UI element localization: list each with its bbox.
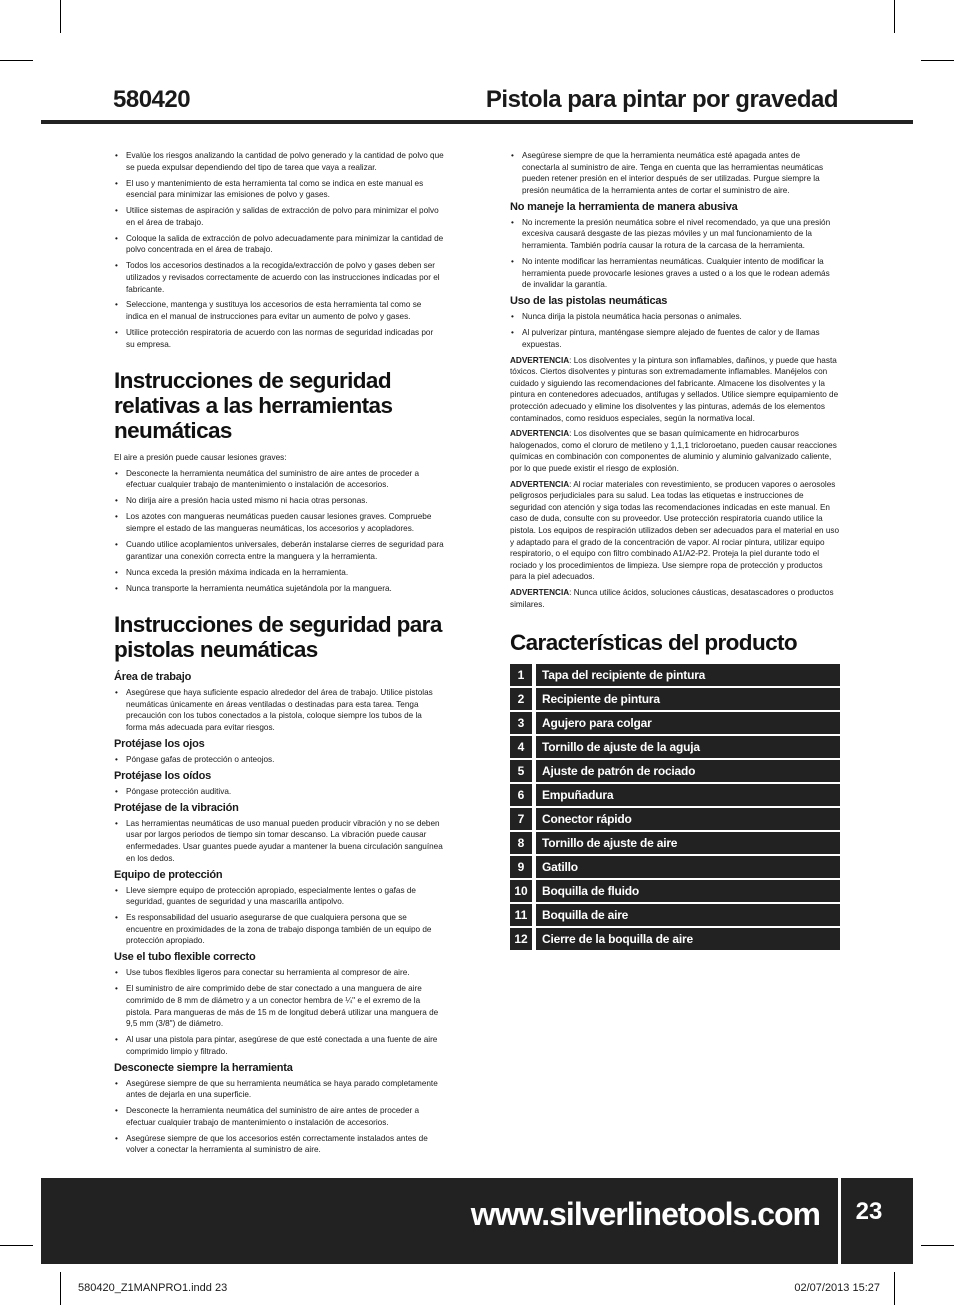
list-item: • Las herramientas neumáticas de uso manual pueden producir vibración y no se deben usar por largos periodos de tiempo sin tomar descanso. La vibración puede causar enfermedades. Usar guantes puede ayudar a mantener la buena circulación sanguínea en los dedos. [114, 818, 444, 864]
feature-row [510, 664, 840, 686]
work-area-heading: Área de trabajo [114, 671, 192, 684]
crop-mark [894, 0, 895, 33]
feature-row [510, 712, 840, 734]
pneumatic-safety-title: Instrucciones de seguridad relativas a las herramientas neumáticas [114, 368, 393, 444]
feature-row [510, 688, 840, 710]
ears-heading: Protéjase los oídos [114, 769, 212, 782]
page-number: 23 [855, 1198, 883, 1225]
crop-mark [894, 1272, 895, 1305]
model-number: 580420 [113, 86, 191, 113]
list-item: • Nunca dirija la pistola neumática hacia personas o animales. [510, 311, 840, 323]
left-column [114, 150, 444, 1160]
warning-paragraph [510, 479, 840, 583]
crop-mark [60, 1272, 61, 1305]
abuse-heading: No maneje la herramienta de manera abusiva [510, 200, 738, 213]
hose-heading: Use el tubo flexible correcto [114, 951, 256, 964]
list-item: • No incremente la presión neumática sobre el nivel recomendado, ya que una presión excesiva causará desgaste de las piezas móviles y un mal funcionamiento de la herramienta. También podría causar la rotura de la carcasa de la herramienta. [510, 217, 840, 252]
feature-label: Empuñadura [536, 784, 840, 806]
list-item: • Los azotes con mangueras neumáticas pueden causar lesiones graves. Compruebe siempre el estado de las mangueras neumáticas, los accesorios y acopladores. [114, 511, 444, 534]
ears-list [114, 786, 444, 798]
list-item: • Nunca exceda la presión máxima indicada en la herramienta. [114, 567, 444, 579]
feature-label: Gatillo [536, 856, 840, 878]
eyes-list [114, 754, 444, 766]
list-item: • Al pulverizar pintura, manténgase siempre alejado de fuentes de calor y de llamas expuestas. [510, 327, 840, 350]
equipment-heading: Equipo de protección [114, 868, 223, 881]
crop-mark [921, 1245, 954, 1246]
feature-label: Ajuste de patrón de rociado [536, 760, 840, 782]
feature-row [510, 856, 840, 878]
website-url[interactable]: www.silverlinetools.com [470, 1196, 820, 1232]
list-item: • Utilice protección respiratoria de acuerdo con las normas de seguridad indicadas por su empresa. [114, 327, 444, 350]
crop-mark [0, 60, 33, 61]
feature-number: 7 [510, 808, 532, 830]
list-item: • Póngase gafas de protección o anteojos. [114, 754, 444, 766]
warning-text: : Nunca utilice ácidos, soluciones cáusticas, desatascadores o productos similares. [510, 587, 834, 609]
list-item: • Asegúrese siempre de que su herramienta neumática se haya parado completamente antes de dejarla en una superficie. [114, 1078, 444, 1101]
feature-number: 8 [510, 832, 532, 854]
warning-label: ADVERTENCIA [510, 355, 570, 365]
feature-number: 4 [510, 736, 532, 758]
list-item: • Póngase protección auditiva. [114, 786, 444, 798]
warning-paragraph [510, 355, 840, 425]
feature-number: 10 [510, 880, 532, 902]
list-item: • Desconecte la herramienta neumática del suministro de aire antes de proceder a efectuar cualquier trabajo de mantenimiento o instalación de accesorios. [114, 1105, 444, 1128]
list-item: • No dirija aire a presión hacia usted mismo ni hacia otras personas. [114, 495, 444, 507]
slug-date: 02/07/2013 15:27 [794, 1282, 880, 1294]
list-item: • Cuando utilice acoplamientos universales, deberán instalarse cierres de seguridad para garantizar una conexión correcta entre la manguera y la herramienta. [114, 539, 444, 562]
air-supply-list [510, 150, 840, 196]
list-item: • Asegúrese siempre de que la herramienta neumática esté apagada antes de conectarla al suministro de aire. Tenga en cuenta que las herramientas neumáticas pueden retener presión en el interior después de ser utilizadas. Purgue siempre la presión neumática de la herramienta antes de cortar el suministro de aire. [510, 150, 840, 196]
footer-bar [41, 1178, 838, 1264]
feature-row [510, 808, 840, 830]
list-item: • Desconecte la herramienta neumática del suministro de aire antes de proceder a efectuar cualquier trabajo de mantenimiento o instalación de accesorios. [114, 468, 444, 491]
list-item: • Lleve siempre equipo de protección apropiado, especialmente lentes o gafas de seguridad, guantes de seguridad y una mascarilla antipolvo. [114, 885, 444, 908]
list-item: • Asegúrese que haya suficiente espacio alrededor del área de trabajo. Utilice pistolas neumáticas únicamente en áreas ventiladas o destinadas para esta tarea. Tenga precaución con los tubos conectados a la pistola, coloque siempre los tubos de la forma más adecuada para evitar riesgos. [114, 687, 444, 733]
feature-label: Tornillo de ajuste de aire [536, 832, 840, 854]
header-rule [41, 120, 913, 124]
feature-number: 9 [510, 856, 532, 878]
disconnect-heading: Desconecte siempre la herramienta [114, 1061, 293, 1074]
feature-label: Agujero para colgar [536, 712, 840, 734]
use-list [510, 311, 840, 350]
list-item: • Asegúrese siempre de que los accesorios estén correctamente instalados antes de volver a conectar la herramienta al suministro de aire. [114, 1133, 444, 1156]
feature-label: Tapa del recipiente de pintura [536, 664, 840, 686]
feature-row [510, 832, 840, 854]
list-item: • El uso y mantenimiento de esta herramienta tal como se indica en este manual es esencial para minimizar las emisiones de polvo y gases. [114, 178, 444, 201]
list-item: • Evalúe los riesgos analizando la cantidad de polvo generado y la cantidad de polvo que se pueda expulsar dependiendo del tipo de tarea que vaya a realizar. [114, 150, 444, 173]
feature-number: 11 [510, 904, 532, 926]
work-area-list [114, 687, 444, 733]
feature-row [510, 760, 840, 782]
feature-number: 5 [510, 760, 532, 782]
list-item: • Coloque la salida de extracción de polvo adecuadamente para minimizar la cantidad de polvo concentrada en el área de trabajo. [114, 233, 444, 256]
gun-safety-title: Instrucciones de seguridad para pistolas neumáticas [114, 612, 442, 663]
crop-mark [921, 60, 954, 61]
feature-row [510, 736, 840, 758]
list-item: • No intente modificar las herramientas neumáticas. Cualquier intento de modificar la herramienta puede provocarle lesiones graves a usted o a los que le rodean además de invalidar la garantía. [510, 256, 840, 291]
list-item: • Al usar una pistola para pintar, asegúrese de que esté conectada a una fuente de aire comprimido limpio y filtrado. [114, 1034, 444, 1057]
feature-number: 1 [510, 664, 532, 686]
feature-label: Cierre de la boquilla de aire [536, 928, 840, 950]
list-item: • Todos los accesorios destinados a la recogida/extracción de polvo y gases deben ser utilizados y revisados correctamente de acuerdo con las instrucciones indicadas por el fabricante. [114, 260, 444, 295]
warning-text: : Los disolventes y la pintura son inflamables, dañinos, y puede que hasta tóxicos. Ciertos disolventes y pinturas son extremadamente inflamables. Manéjelos con cuidado y siguiendo las recomendaciones del fabricante. Almacene los disolventes y la pintura en contenedores adecuados, antifugas y sellados. Utilice siempre equipamiento de protección adecuado y elimine los disolventes y las pinturas, además de los elementos contaminados, como residuos especiales, según la normativa local. [510, 355, 839, 423]
right-column [510, 150, 840, 952]
feature-label: Boquilla de fluido [536, 880, 840, 902]
list-item: • El suministro de aire comprimido debe de star conectado a una manguera de aire comrimido de 8 mm de diámetro y a un conector hembra de ¼" e el exremo de la pistola. Para mangueras de más de 15 m de longitud deberá utilizar una manguera de 9,5 mm (3/8") de diámetro. [114, 983, 444, 1029]
warning-label: ADVERTENCIA [510, 479, 570, 489]
warnings-block [510, 355, 840, 610]
feature-row [510, 904, 840, 926]
feature-row [510, 784, 840, 806]
feature-label: Recipiente de pintura [536, 688, 840, 710]
list-item: • Seleccione, mantenga y sustituya los accesorios de esta herramienta tal como se indica en el manual de instrucciones para evitar un aumento de polvo y gases. [114, 299, 444, 322]
page-header [41, 86, 913, 122]
warning-label: ADVERTENCIA [510, 429, 570, 439]
hose-list [114, 967, 444, 1057]
feature-label: Boquilla de aire [536, 904, 840, 926]
crop-mark [0, 1245, 33, 1246]
warning-label: ADVERTENCIA [510, 587, 570, 597]
warning-paragraph [510, 587, 840, 610]
crop-mark [60, 0, 61, 33]
feature-number: 3 [510, 712, 532, 734]
dust-safety-list [114, 150, 444, 350]
product-title: Pistola para pintar por gravedad [485, 86, 838, 113]
disconnect-list [114, 1078, 444, 1156]
warning-text: : Los disolventes que se basan químicamente en hidrocarburos halogenados, como el cloruro de metileno y 1,1,1 tricloroetano, pueden causar reacciones químicas en combinación con componentes de aluminio y aluminio galvanizado caliente, por lo que puede existir el riesgo de explosión. [510, 429, 837, 474]
abuse-list [510, 217, 840, 291]
list-item: • Use tubos flexibles ligeros para conectar su herramienta al compresor de aire. [114, 967, 444, 979]
pneumatic-safety-list [114, 468, 444, 594]
feature-label: Tornillo de ajuste de la aguja [536, 736, 840, 758]
feature-row [510, 880, 840, 902]
vibration-list [114, 818, 444, 864]
feature-row [510, 928, 840, 950]
vibration-heading: Protéjase de la vibración [114, 801, 239, 814]
features-title: Características del producto [510, 630, 798, 656]
feature-number: 6 [510, 784, 532, 806]
equipment-list [114, 885, 444, 947]
list-item: • Es responsabilidad del usuario asegurarse de que cualquiera persona que se encuentre en proximidades de la zona de trabajo disponga también de un equipo de protección apropiado. [114, 912, 444, 947]
list-item: • Nunca transporte la herramienta neumática sujetándola por la manguera. [114, 583, 444, 595]
slug-filename: 580420_Z1MANPRO1.indd 23 [78, 1282, 228, 1294]
use-heading: Uso de las pistolas neumáticas [510, 295, 668, 308]
warning-text: : Al rociar materiales con revestimiento, se producen vapores o aerosoles peligrosos perjudiciales para su salud. Lea todas las etiquetas e instrucciones de seguridad con atención y siga todas las recomendaciones indicadas en este manual. En caso de duda, consulte con su proveedor. Use protección respiratoria cuando utilice la pistola. Los equipos de respiración utilizados deben ser adecuados para el material en uso y adaptado para el grado de la concentración de vapor. Al rociar pintura, utilizar equipo respiratorio, o el equipo con filtro combinado A1/A2-P2. Proteja la piel durante todo el rociado y los procedimientos de limpieza. Use siempre ropa de protección y productos para la piel adecuados. [510, 479, 840, 582]
eyes-heading: Protéjase los ojos [114, 737, 205, 750]
feature-label: Conector rápido [536, 808, 840, 830]
feature-number: 2 [510, 688, 532, 710]
list-item: • Utilice sistemas de aspiración y salidas de extracción de polvo para minimizar el polvo en el área de trabajo. [114, 205, 444, 228]
features-table [510, 664, 840, 950]
page-number-box [841, 1178, 913, 1264]
feature-number: 12 [510, 928, 532, 950]
pneumatic-intro: El aire a presión puede causar lesiones graves: [114, 453, 287, 463]
warning-paragraph [510, 428, 840, 474]
